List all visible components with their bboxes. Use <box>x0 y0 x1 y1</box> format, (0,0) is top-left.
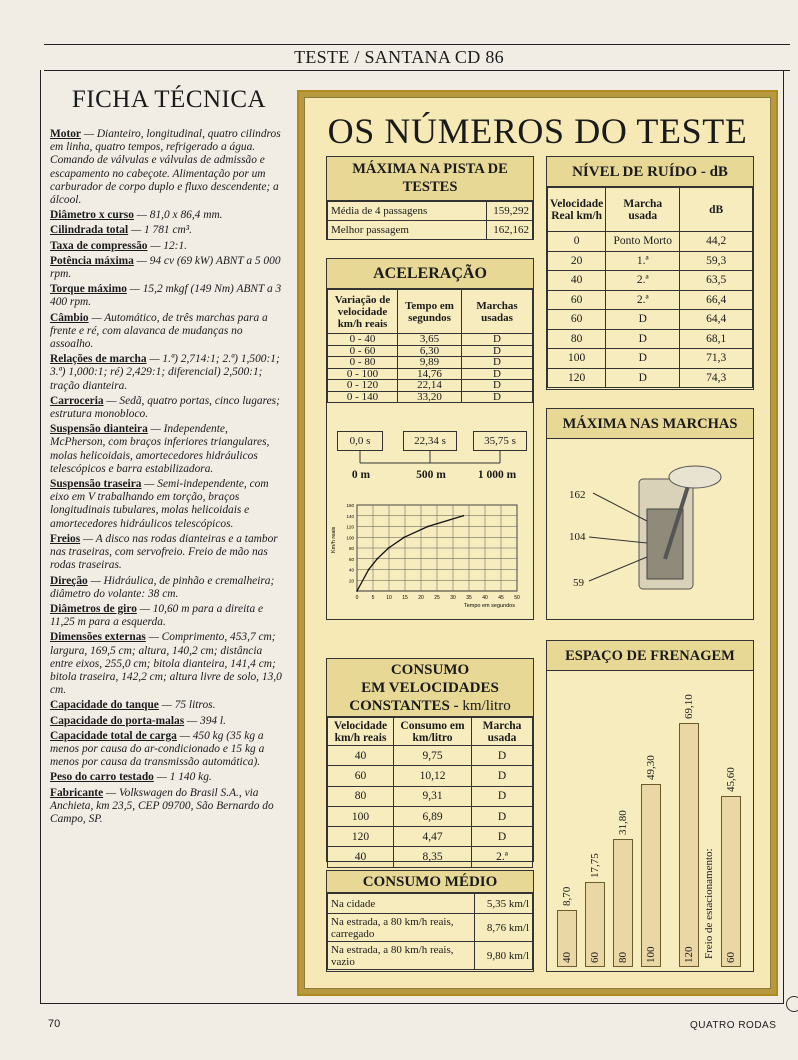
table-row <box>328 380 533 392</box>
noise-gear: Ponto Morto <box>606 232 680 252</box>
noise-speed: 60 <box>548 310 606 330</box>
braking-distance-label: 69,10 <box>683 694 695 719</box>
spec-text: — 1 781 cm³. <box>128 224 193 237</box>
braking-speed-label: 120 <box>683 946 695 963</box>
consumption-title-3a: CONSTANTES - <box>349 698 463 714</box>
consumption-value: 9,75 <box>394 746 472 766</box>
spec-item <box>50 283 284 309</box>
accel-point <box>388 547 390 549</box>
spec-item <box>50 699 284 712</box>
spec-text: — Comprimento, 453,7 cm; largura, 169,5 cm; altura, 140,2 cm; distância entre eixos, 255,0 cm; bitola dianteira, 141,4 cm; bitola traseira, 142,2 cm; altura livre de solo, 13,0 cm. <box>50 631 282 697</box>
avg-consumption-title: CONSUMO MÉDIO <box>362 874 498 890</box>
consumption-value: 8,35 <box>394 847 472 867</box>
accel-range: 0 - 100 <box>328 368 398 380</box>
y-tick-label: 80 <box>348 546 354 551</box>
braking-title: ESPAÇO DE FRENAGEM <box>565 648 735 664</box>
table-row <box>328 368 533 380</box>
consumption-title-2: EM VELOCIDADES <box>361 680 499 696</box>
spec-item <box>50 209 284 222</box>
consumption-gear: D <box>472 786 533 806</box>
table-row <box>328 942 533 970</box>
y-tick-label: 160 <box>346 503 354 508</box>
avg-value: 8,76 km/l <box>475 914 533 942</box>
spec-text: — 94 cv (69 kW) ABNT a 5 000 rpm. <box>50 254 281 281</box>
x-tick-label: 30 <box>450 595 456 601</box>
table-row <box>328 806 533 826</box>
noise-gear: D <box>606 310 680 330</box>
spec-item <box>50 730 284 770</box>
max-track-header <box>327 157 533 201</box>
noise-speed: 40 <box>548 271 606 291</box>
accel-range: 0 - 120 <box>328 380 398 392</box>
table-row <box>548 329 753 349</box>
avg-label: Na estrada, a 80 km/h reais, vazio <box>328 942 475 970</box>
noise-gear: 2.ª <box>606 290 680 310</box>
x-tick-label: 45 <box>498 595 504 601</box>
accel-gear: D <box>462 334 533 346</box>
accel-box <box>326 258 534 620</box>
avg-consumption-box <box>326 870 534 972</box>
consumption-gear: D <box>472 746 533 766</box>
table-row <box>548 271 753 291</box>
spec-text: — Dianteiro, longitudinal, quatro cilindros em linha, quatro tempos, refrigerado a água. Comando de válvulas e válvulas de admissão e escapamento no cabeçote. Alimentação por um carburador de corpo duplo e fluxo descendente; a álcool. <box>50 128 281 207</box>
spec-label: Torque máximo <box>50 283 127 296</box>
noise-col-speed: Velocidade Real km/h <box>548 188 606 232</box>
spec-text: — 394 l. <box>184 714 226 727</box>
table-row <box>328 202 533 221</box>
table-row <box>328 221 533 240</box>
accel-time: 6,30 <box>398 345 462 357</box>
avg-label: Na cidade <box>328 894 475 914</box>
consumption-gear: 2.ª <box>472 847 533 867</box>
spec-item <box>50 224 284 237</box>
noise-speed: 60 <box>548 290 606 310</box>
max-track-label: Melhor passagem <box>328 221 487 240</box>
spec-item <box>50 787 284 827</box>
consumption-col-value: Consumo em km/litro <box>394 718 472 746</box>
x-tick-label: 10 <box>386 595 392 601</box>
accel-col-range: Variação de velocidade km/h reais <box>328 290 398 334</box>
max-track-title-1: MÁXIMA NA PISTA DE <box>352 161 508 177</box>
ficha-title: FICHA TÉCNICA <box>71 86 267 113</box>
spec-item <box>50 533 284 573</box>
accel-time: 33,20 <box>398 391 462 403</box>
y-tick-label: 100 <box>346 535 354 541</box>
x-axis-label: Tempo em segundos <box>463 603 515 609</box>
noise-speed: 120 <box>548 368 606 388</box>
table-row <box>328 786 533 806</box>
gear-label-1: 59 <box>573 577 584 589</box>
table-row <box>328 357 533 369</box>
braking-chart <box>547 671 753 971</box>
noise-db: 64,4 <box>680 310 753 330</box>
table-row <box>328 391 533 403</box>
consumption-col-headers <box>328 718 533 746</box>
spec-label: Motor <box>50 128 81 140</box>
x-tick-label: 5 <box>371 595 375 601</box>
spec-text: — 450 kg (35 kg a menos por causa do ar-condicionado e 15 kg a menos por causa da transmissão automática). <box>50 729 265 769</box>
accel-time-500m: 22,34 s <box>403 431 457 451</box>
spec-label: Fabricante <box>50 786 104 799</box>
spec-item <box>50 715 284 728</box>
max-track-value: 159,292 <box>487 202 533 221</box>
braking-speed-label: 60 <box>589 952 601 963</box>
page-number: 70 <box>48 1018 61 1030</box>
spec-label: Diâmetro x curso <box>50 209 134 222</box>
accel-title: ACELERAÇÃO <box>373 265 487 282</box>
braking-bar <box>721 796 741 967</box>
spec-label: Carroceria <box>50 394 104 407</box>
max-track-title-2: TESTES <box>402 179 458 195</box>
spec-text: — Hidráulica, de pinhão e cremalheira; diâmetro do volante: 38 cm. <box>50 574 275 600</box>
avg-value: 5,35 km/l <box>475 894 533 914</box>
avg-consumption-header <box>327 871 533 893</box>
spec-item <box>50 353 284 393</box>
noise-gear: D <box>606 368 680 388</box>
braking-distance-label: 17,75 <box>589 853 601 878</box>
spec-item <box>50 128 284 207</box>
noise-speed: 80 <box>548 329 606 349</box>
y-axis-label: Km/h reais <box>331 526 337 553</box>
accel-point <box>356 590 358 592</box>
consumption-speed: 40 <box>328 847 394 867</box>
table-row <box>548 232 753 252</box>
accel-time: 22,14 <box>398 380 462 392</box>
max-track-value: 162,162 <box>487 221 533 240</box>
accel-gear: D <box>462 380 533 392</box>
table-row <box>548 290 753 310</box>
braking-speed-label: 40 <box>561 952 573 963</box>
avg-label: Na estrada, a 80 km/h reais, carregado <box>328 914 475 942</box>
accel-col-time: Tempo em segundos <box>398 290 462 334</box>
accel-dist-1000m: 1 000 m <box>477 469 517 481</box>
accel-dist-0m: 0 m <box>351 469 371 481</box>
consumption-value: 6,89 <box>394 806 472 826</box>
spec-item <box>50 575 284 601</box>
spec-label: Suspensão dianteira <box>50 423 148 436</box>
consumption-col-speed: Velocidade km/h reais <box>328 718 394 746</box>
consumption-value: 9,31 <box>394 786 472 806</box>
braking-note-label: Freio de estacionamento: <box>703 848 715 959</box>
noise-col-headers <box>548 188 753 232</box>
braking-speed-label: 60 <box>725 952 737 963</box>
consumption-table <box>327 717 533 868</box>
accel-point <box>376 558 378 560</box>
consumption-title-1: CONSUMO <box>390 662 470 678</box>
spec-label: Capacidade do porta-malas <box>50 714 185 727</box>
gear-label-2: 104 <box>569 531 586 543</box>
spec-text: — Semi-independente, com eixo em V trabalhando em torção, braços longitudinais tubulares, molas helicoidais e amortecedores hidráulicos telescópicos. <box>50 478 269 530</box>
consumption-value: 4,47 <box>394 827 472 847</box>
consumption-gear: D <box>472 827 533 847</box>
table-row <box>328 334 533 346</box>
spec-label: Taxa de compressão <box>50 239 148 252</box>
spec-text: — 75 litros. <box>158 699 216 712</box>
noise-header <box>547 157 753 187</box>
noise-db: 74,3 <box>680 368 753 388</box>
gear-shifter-illustration <box>547 439 753 619</box>
accel-point <box>462 515 464 517</box>
table-row <box>328 847 533 867</box>
table-row <box>328 746 533 766</box>
spec-label: Peso do carro testado <box>50 771 154 784</box>
consumption-col-gear: Marcha usada <box>472 718 533 746</box>
x-tick-label: 50 <box>514 595 520 601</box>
noise-db: 71,3 <box>680 349 753 369</box>
ficha-body <box>50 128 284 828</box>
noise-db: 68,1 <box>680 329 753 349</box>
gear-label-3: 162 <box>569 489 586 501</box>
noise-db: 66,4 <box>680 290 753 310</box>
spec-item <box>50 395 284 421</box>
table-row <box>328 914 533 942</box>
spec-label: Dimensões externas <box>50 631 146 644</box>
accel-time-0m: 0,0 s <box>337 431 383 451</box>
spec-label: Diâmetros de giro <box>50 602 137 615</box>
noise-title: NÍVEL DE RUÍDO - dB <box>572 164 728 180</box>
noise-gear: D <box>606 349 680 369</box>
consumption-header <box>327 659 533 717</box>
accel-col-headers <box>328 290 533 334</box>
x-tick-label: 35 <box>466 595 472 601</box>
spec-text: — 1 140 kg. <box>153 771 212 784</box>
accel-distance-connector <box>327 451 533 467</box>
spec-text: — Independente, McPherson, com braços inferiores triangulares, molas helicoidais, amortecedores hidráulicos telescópicos e barra estabilizadora. <box>50 423 270 475</box>
braking-bar <box>641 784 661 967</box>
accel-point <box>403 536 405 538</box>
accel-col-gear: Marchas usadas <box>462 290 533 334</box>
table-row <box>328 894 533 914</box>
numbers-title: OS NÚMEROS DO TESTE <box>327 111 748 151</box>
consumption-box <box>326 658 534 862</box>
braking-bar <box>613 839 633 967</box>
spec-text: — 12:1. <box>147 239 188 252</box>
x-tick-label: 0 <box>355 595 359 601</box>
noise-col-gear: Marcha usada <box>606 188 680 232</box>
spec-text: — Volkswagen do Brasil S.A., via Anchieta, km 23,5, CEP 09700, São Bernardo do Campo, SP. <box>50 786 274 825</box>
spec-label: Cilindrada total <box>50 224 129 237</box>
spec-text: — 10,60 m para a direita e 11,25 m para a esquerda. <box>50 602 264 629</box>
accel-time: 14,76 <box>398 368 462 380</box>
avg-consumption-table <box>327 893 533 970</box>
noise-table <box>547 187 753 388</box>
noise-db: 59,3 <box>680 251 753 271</box>
accel-gear: D <box>462 391 533 403</box>
consumption-title-unit: km/litro <box>462 698 511 714</box>
max-track-label: Média de 4 passagens <box>328 202 487 221</box>
spec-label: Relações de marcha <box>50 353 147 366</box>
y-tick-label: 20 <box>348 578 354 584</box>
spec-item <box>50 240 284 253</box>
spec-text: — Automático, de três marchas para a frente e ré, com alavanca de mudanças no assoalho. <box>50 311 268 351</box>
noise-col-db: dB <box>680 188 753 232</box>
spec-item <box>50 255 284 281</box>
table-row <box>328 766 533 786</box>
accel-time: 9,89 <box>398 357 462 369</box>
spec-text: — Sedã, quatro portas, cinco lugares; estrutura monobloco. <box>50 394 280 421</box>
braking-box <box>546 640 754 972</box>
margin-ring-mark <box>786 996 798 1012</box>
spec-text: — 81,0 x 86,4 mm. <box>133 209 223 222</box>
spec-label: Direção <box>50 574 88 587</box>
page-header-title: TESTE / SANTANA CD 86 <box>294 47 504 67</box>
spec-label: Câmbio <box>50 311 89 324</box>
spec-text: — 1.ª) 2,714:1; 2.ª) 1,500:1; 3.ª) 1,000:1; ré) 2,429:1; diferencial) 2,500:1; tração dianteira. <box>50 353 280 392</box>
noise-gear: 1.ª <box>606 251 680 271</box>
accel-graph <box>327 495 533 619</box>
spec-label: Potência máxima <box>50 254 134 267</box>
accel-gear: D <box>462 345 533 357</box>
noise-gear: 2.ª <box>606 271 680 291</box>
consumption-speed: 120 <box>328 827 394 847</box>
table-row <box>548 251 753 271</box>
braking-header <box>547 641 753 671</box>
accel-range: 0 - 140 <box>328 391 398 403</box>
consumption-gear: D <box>472 766 533 786</box>
braking-distance-label: 31,80 <box>617 810 629 835</box>
y-tick-label: 60 <box>348 556 354 562</box>
header-rule-top <box>44 44 790 45</box>
noise-speed: 20 <box>548 251 606 271</box>
max-track-table <box>327 201 533 240</box>
braking-distance-label: 45,60 <box>725 767 737 792</box>
table-row <box>328 345 533 357</box>
noise-db: 44,2 <box>680 232 753 252</box>
accel-time: 3,65 <box>398 334 462 346</box>
braking-distance-label: 49,30 <box>645 755 657 780</box>
consumption-title-3 <box>327 697 533 715</box>
braking-bar <box>679 723 699 967</box>
x-tick-label: 40 <box>482 595 488 601</box>
noise-db: 63,5 <box>680 271 753 291</box>
spec-item <box>50 771 284 784</box>
consumption-value: 10,12 <box>394 766 472 786</box>
gear-max-title: MÁXIMA NAS MARCHAS <box>562 416 738 432</box>
braking-distance-label: 8,70 <box>561 886 573 906</box>
accel-gear: D <box>462 357 533 369</box>
accel-point <box>427 526 429 528</box>
accel-point <box>368 569 370 571</box>
consumption-speed: 100 <box>328 806 394 826</box>
spec-item <box>50 312 284 352</box>
table-row <box>548 368 753 388</box>
table-row <box>548 310 753 330</box>
braking-speed-label: 100 <box>645 946 657 963</box>
gear-max-box <box>546 408 754 620</box>
accel-time-1000m: 35,75 s <box>473 431 527 451</box>
spec-label: Suspensão traseira <box>50 478 142 491</box>
avg-value: 9,80 km/l <box>475 942 533 970</box>
spec-label: Capacidade total de carga <box>50 729 177 742</box>
accel-table <box>327 289 533 403</box>
x-tick-label: 25 <box>434 595 440 601</box>
accel-gear: D <box>462 368 533 380</box>
spec-label: Capacidade do tanque <box>50 699 159 712</box>
accel-range: 0 - 60 <box>328 345 398 357</box>
y-tick-label: 40 <box>348 567 354 573</box>
noise-speed: 100 <box>548 349 606 369</box>
consumption-speed: 60 <box>328 766 394 786</box>
consumption-gear: D <box>472 806 533 826</box>
spec-item <box>50 603 284 629</box>
x-tick-label: 20 <box>418 595 424 601</box>
magazine-name: QUATRO RODAS <box>690 1020 777 1031</box>
accel-dist-500m: 500 m <box>416 469 446 481</box>
spec-item <box>50 423 284 476</box>
spec-text: — A disco nas rodas dianteiras e a tambor nas traseiras, com servofreio. Freio de mão nas rodas traseiras. <box>50 532 278 572</box>
consumption-speed: 80 <box>328 786 394 806</box>
y-tick-label: 140 <box>346 513 354 519</box>
consumption-speed: 40 <box>328 746 394 766</box>
spec-item <box>50 631 284 697</box>
accel-header <box>327 259 533 289</box>
x-tick-label: 15 <box>402 595 408 601</box>
accel-range: 0 - 80 <box>328 357 398 369</box>
braking-speed-label: 80 <box>617 952 629 963</box>
noise-box <box>546 156 754 390</box>
spec-item <box>50 478 284 531</box>
max-track-box <box>326 156 534 240</box>
gear-max-header <box>547 409 753 439</box>
table-row <box>548 349 753 369</box>
noise-speed: 0 <box>548 232 606 252</box>
noise-gear: D <box>606 329 680 349</box>
accel-range: 0 - 40 <box>328 334 398 346</box>
shifter-knob <box>669 466 721 488</box>
y-tick-label: 120 <box>346 524 354 530</box>
spec-text: — 15,2 mkgf (149 Nm) ABNT a 3 400 rpm. <box>50 283 282 309</box>
table-row <box>328 827 533 847</box>
spec-label: Freios <box>50 532 81 545</box>
